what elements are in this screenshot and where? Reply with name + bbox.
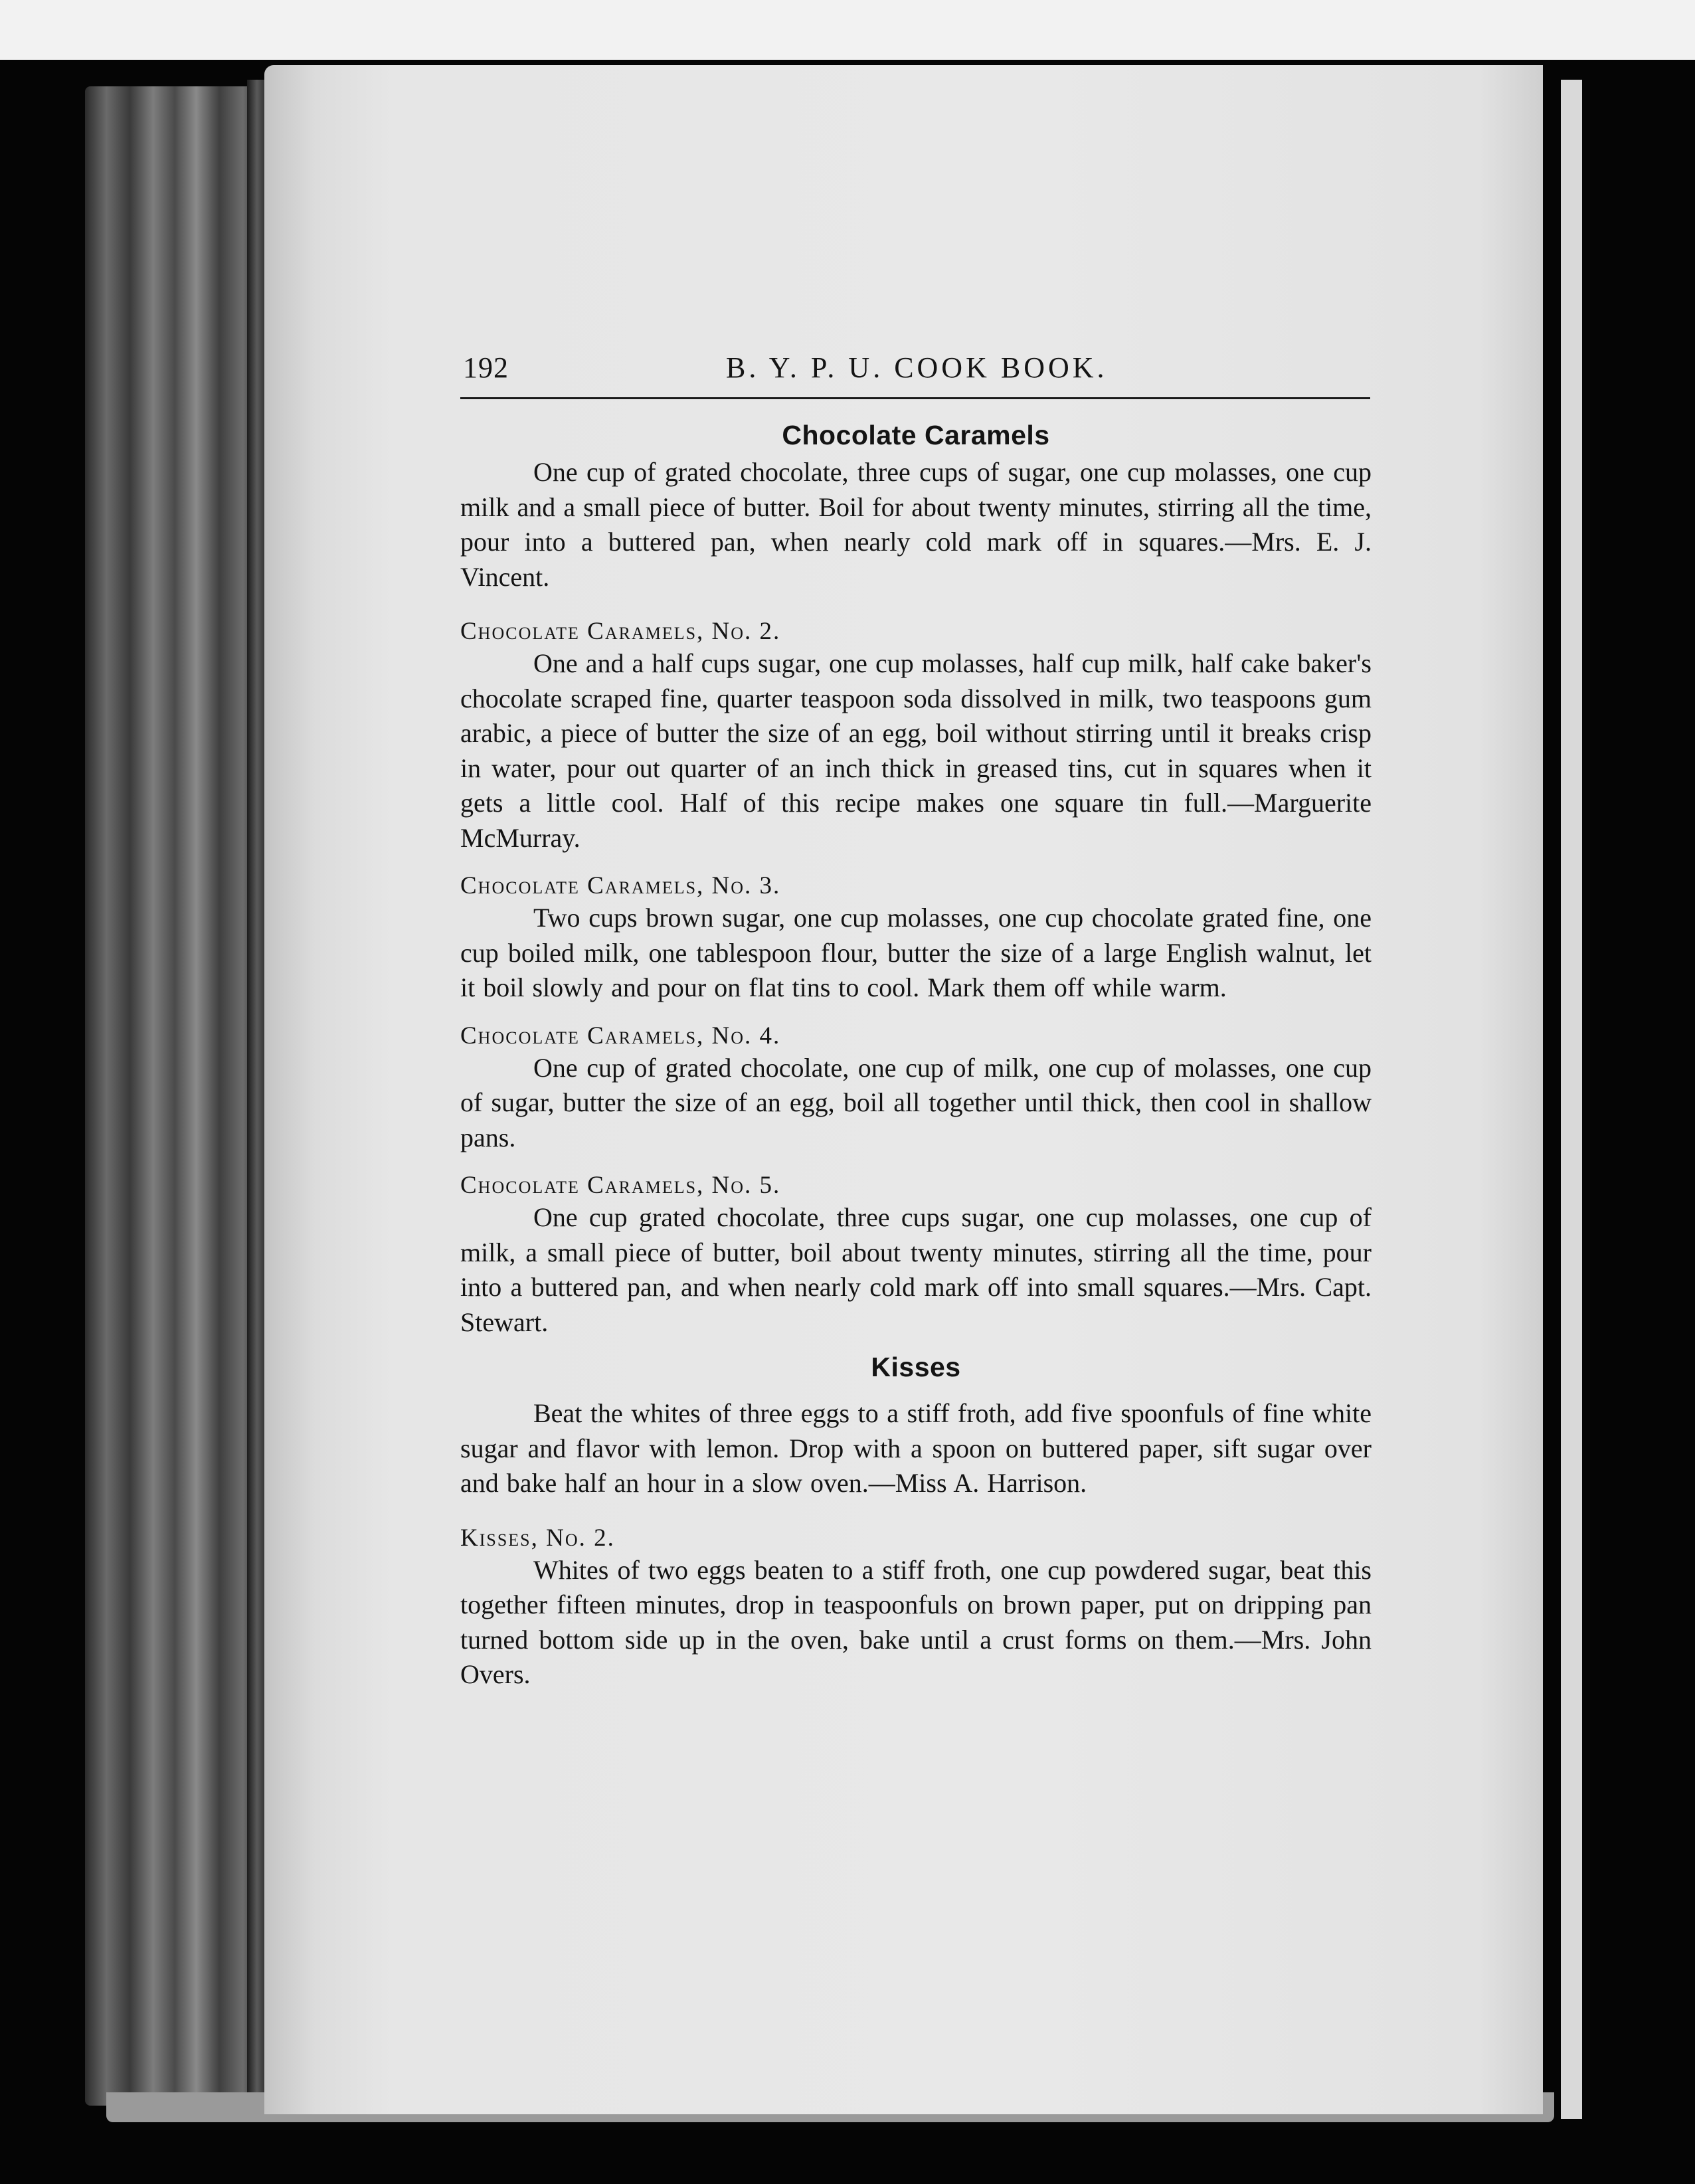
recipe-text: Two cups brown sugar, one cup molasses, one cup chocolate grated fine, one cup boiled milk, one tablespoon flour, butter the size of a large English walnut, let it boil slowly and pour on flat tins to cool. Mark them off while warm. [460,903,1372,1002]
scan-top-margin [0,0,1695,60]
recipe-text: One cup of grated chocolate, one cup of milk, one cup of molasses, one cup of sugar, butter the size of an egg, boil all together until thick, then cool in shallow pans. [460,1052,1372,1152]
section-title-kisses: Kisses [871,1352,961,1382]
recipe-heading: Kisses, No. 2. [460,1524,615,1552]
book-spine [85,86,264,2106]
recipe-heading: Chocolate Caramels, No. 3. [460,872,781,899]
recipe-heading: Chocolate Caramels, No. 4. [460,1022,781,1049]
book-title: B. Y. P. U. COOK BOOK. [726,351,1108,384]
recipe-text: One cup of grated chocolate, three cups of sugar, one cup molasses, one cup milk and a small piece of butter. Boil for about twenty minutes, stirring all the time, pour into a buttered pan, when nearly cold mark off in squares.—Mrs. E. J. Vincent. [460,457,1372,592]
facing-page-edge [1561,80,1582,2119]
section-title-chocolate-caramels: Chocolate Caramels [782,420,1050,450]
header-rule [460,397,1370,399]
recipe-heading: Chocolate Caramels, No. 2. [460,618,781,645]
recipe-text: One cup grated chocolate, three cups sugar, one cup molasses, one cup of milk, a small piece of butter, boil about twenty minutes, stirring all the time, pour into a buttered pan, and when nearly cold mark off into small squares.—Mrs. Capt. Stewart. [460,1202,1372,1337]
recipe-text: Whites of two eggs beaten to a stiff froth, one cup powdered sugar, beat this together fifteen minutes, drop in teaspoonfuls on brown paper, put on dripping pan turned bottom side up in the oven, bake until a crust forms on them.—Mrs. John Overs. [460,1554,1372,1689]
page-number: 192 [463,351,509,384]
page-content [460,345,1372,1692]
recipe-text: One and a half cups sugar, one cup molasses, half cup milk, half cake baker's chocolate scraped fine, quarter teaspoon soda dissolved in milk, two teaspoons gum arabic, a piece of butter the size of an egg, boil without stirring until it breaks crisp in water, pour out quarter of an inch thick in greased tins, cut in squares when it gets a little cool. Half of this recipe makes one square tin full.—Marguerite McMurray. [460,648,1372,853]
running-head [460,345,1372,392]
recipe-text: Beat the whites of three eggs to a stiff froth, add five spoonfuls of fine white sugar and flavor with lemon. Drop with a spoon on buttered paper, sift sugar over and bake half an hour in a slow oven.—Miss A. Harrison. [460,1398,1372,1498]
recipe-heading: Chocolate Caramels, No. 5. [460,1172,781,1199]
